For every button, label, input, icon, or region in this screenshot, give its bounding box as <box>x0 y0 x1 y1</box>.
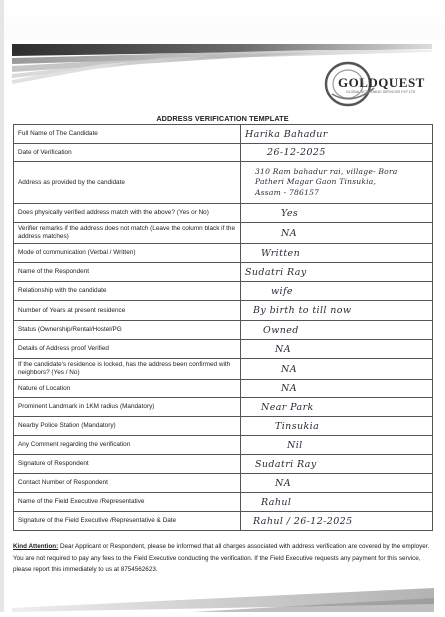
field-label: Any Comment regarding the verification <box>14 436 241 455</box>
field-label: Signature of the Field Executive /Representative & Date <box>14 512 241 531</box>
page-title: ADDRESS VERIFICATION TEMPLATE <box>156 114 289 123</box>
field-label: Name of the Field Executive /Representative <box>14 493 241 512</box>
table-row <box>14 380 433 398</box>
table-row <box>14 144 433 162</box>
handwritten-answer: Nil <box>241 436 433 455</box>
table-row <box>14 125 433 144</box>
notice-label: Kind Attention: <box>13 543 59 550</box>
handwritten-answer: NA <box>241 359 433 380</box>
executive-signature: Rahul / 26-12-2025 <box>241 512 433 531</box>
field-label: Date of Verification <box>14 144 241 162</box>
table-row <box>14 301 433 321</box>
table-row <box>14 321 433 340</box>
respondent-signature: Sudatri Ray <box>241 455 433 474</box>
handwritten-answer: NA <box>241 223 433 244</box>
table-row <box>14 263 433 282</box>
field-label: Signature of Respondent <box>14 455 241 474</box>
field-label: Details of Address proof Verified <box>14 340 241 359</box>
field-label: Name of the Respondent <box>14 263 241 282</box>
field-label: Number of Years at present residence <box>14 301 241 321</box>
handwritten-answer: 26-12-2025 <box>241 144 433 162</box>
field-label: Full Name of The Candidate <box>14 125 241 144</box>
field-label: Mode of communication (Verbal / Written) <box>14 244 241 263</box>
logo-tagline: GLOBAL SCREENING SERVICES PVT LTD <box>346 90 416 94</box>
table-row <box>14 512 433 531</box>
handwritten-answer: Written <box>241 244 433 263</box>
field-label: Relationship with the candidate <box>14 282 241 301</box>
table-row <box>14 282 433 301</box>
address-line: Assam - 786157 <box>255 187 320 197</box>
handwritten-answer: Rahul <box>241 493 433 512</box>
field-label: Contact Number of Respondent <box>14 474 241 493</box>
kind-attention-notice <box>13 541 437 576</box>
address-line: 310 Ram bahadur rai, village- Bora <box>255 166 398 176</box>
address-line: Patheri Magar Gaon Tinsukia, <box>255 177 377 187</box>
handwritten-answer: Tinsukia <box>241 417 433 436</box>
logo-wordmark: GOLDQUEST <box>338 75 425 90</box>
handwritten-answer: wife <box>241 282 433 301</box>
handwritten-answer: Owned <box>241 321 433 340</box>
notice-text: Dear Applicant or Respondent, please be informed that all charges associated with address verification are covered by the employer. You are not required to pay any fees to the Field Executive conducting the verification. If the Field Executive requests any payment for this service, please report this immediately to us at 8754562623. <box>13 543 430 574</box>
field-label: Prominent Landmark in 1KM radius (Mandatory) <box>14 398 241 417</box>
handwritten-answer: Sudatri Ray <box>241 263 433 282</box>
table-row <box>14 436 433 455</box>
handwritten-answer: Near Park <box>241 398 433 417</box>
table-row <box>14 417 433 436</box>
table-row <box>14 340 433 359</box>
field-label: Status (Ownership/Rental/Hostel/PG <box>14 321 241 340</box>
field-label: Nearby Police Station (Mandatory) <box>14 417 241 436</box>
handwritten-answer: Yes <box>241 204 433 223</box>
field-label: Verifier remarks if the address does not match (Leave the column black if the address matches) <box>14 223 241 244</box>
table-row <box>14 474 433 493</box>
handwritten-answer: NA <box>241 474 433 493</box>
handwritten-answer <box>241 162 433 204</box>
field-label: If the candidate's residence is locked, has the address been confirmed with neighbors? (Yes / No) <box>14 359 241 380</box>
scan-margin <box>0 0 445 40</box>
scan-edge <box>0 0 4 612</box>
table-row <box>14 223 433 244</box>
handwritten-answer: By birth to till now <box>241 301 433 321</box>
field-label: Address as provided by the candidate <box>14 162 241 204</box>
handwritten-answer: NA <box>241 340 433 359</box>
table-row <box>14 493 433 512</box>
table-row <box>14 398 433 417</box>
handwritten-answer: Harika Bahadur <box>241 125 433 144</box>
table-row <box>14 244 433 263</box>
table-row <box>14 359 433 380</box>
field-label: Does physically verified address match with the above? (Yes or No) <box>14 204 241 223</box>
footer-decoration <box>12 586 434 612</box>
table-row <box>14 204 433 223</box>
handwritten-answer: NA <box>241 380 433 398</box>
table-row <box>14 455 433 474</box>
verification-form-table <box>13 124 433 531</box>
field-label: Nature of Location <box>14 380 241 398</box>
table-row <box>14 162 433 204</box>
